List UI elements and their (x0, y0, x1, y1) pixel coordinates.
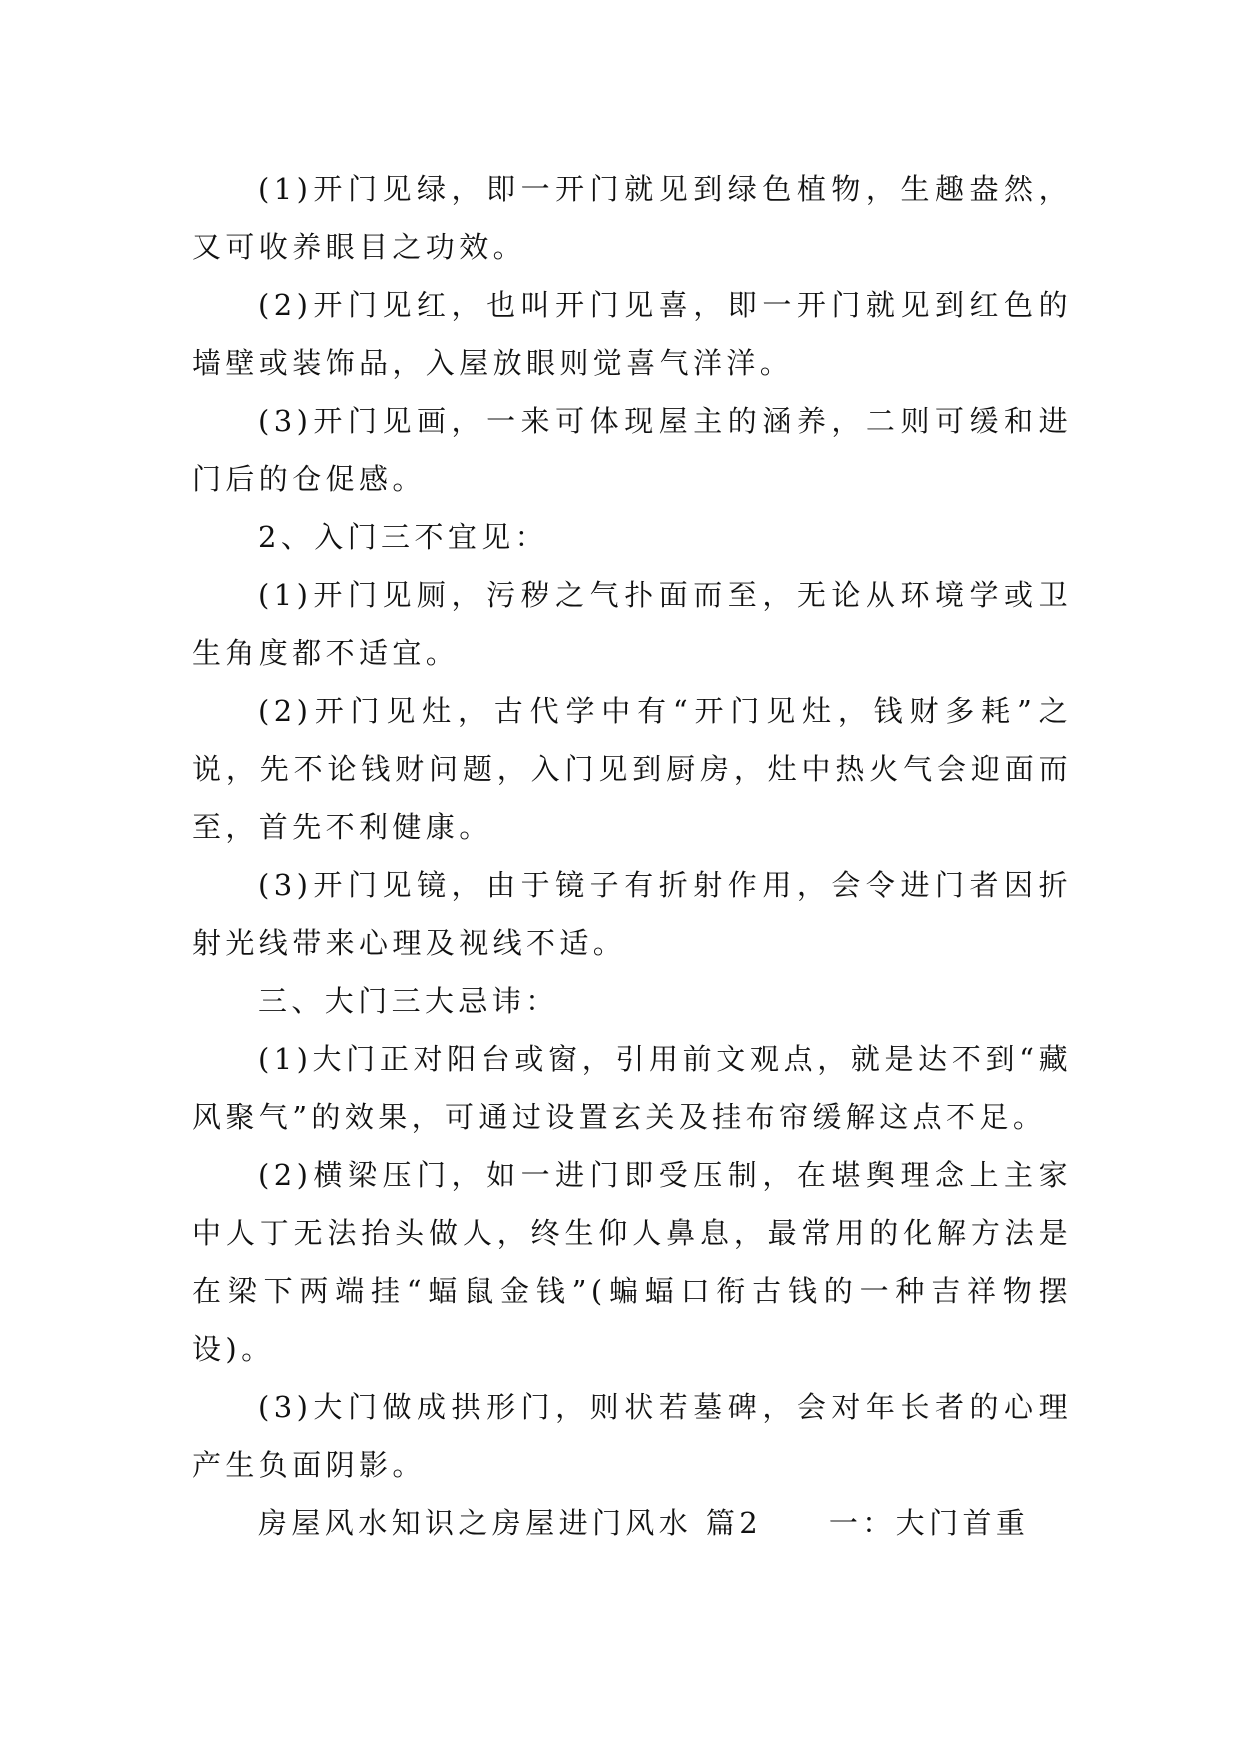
paragraph-door-facing-window: (1)大门正对阳台或窗，引用前文观点，就是达不到“藏风聚气”的效果，可通过设置玄关及挂布帘缓解这点不足。 (192, 1042, 1072, 1134)
paragraph-open-door-painting: (3)开门见画，一来可体现屋主的涵养，二则可缓和进门后的仓促感。 (192, 404, 1072, 496)
paragraph-open-door-stove: (2)开门见灶，古代学中有“开门见灶，钱财多耗”之说，先不论钱财问题，入门见到厨房，灶中热火气会迎面而至，首先不利健康。 (192, 694, 1072, 844)
paragraph-beam-over-door: (2)横梁压门，如一进门即受压制，在堪舆理念上主家中人丁无法抬头做人，终生仰人鼻息，最常用的化解方法是在梁下两端挂“蝠鼠金钱”(蝙蝠口衔古钱的一种吉祥物摆设)。 (192, 1158, 1072, 1366)
paragraph-open-door-red: (2)开门见红，也叫开门见喜，即一开门就见到红色的墙壁或装饰品，入屋放眼则觉喜气洋洋。 (192, 288, 1072, 380)
section-heading-entry-avoid: 2、入门三不宜见： (258, 520, 549, 554)
paragraph-open-door-green: (1)开门见绿，即一开门就见到绿色植物，生趣盎然，又可收养眼目之功效。 (192, 172, 1072, 264)
paragraph-article-part-two: 房屋风水知识之房屋进门风水 篇2 一：大门首重 (258, 1506, 1030, 1540)
section-heading-door-taboos: 三、大门三大忌讳： (258, 984, 559, 1018)
paragraph-open-door-toilet: (1)开门见厕，污秽之气扑面而至，无论从环境学或卫生角度都不适宜。 (192, 578, 1072, 670)
paragraph-arched-door: (3)大门做成拱形门，则状若墓碑，会对年长者的心理产生负面阴影。 (192, 1390, 1072, 1482)
document-body (192, 160, 1072, 1552)
paragraph-open-door-mirror: (3)开门见镜，由于镜子有折射作用，会令进门者因折射光线带来心理及视线不适。 (192, 868, 1072, 960)
